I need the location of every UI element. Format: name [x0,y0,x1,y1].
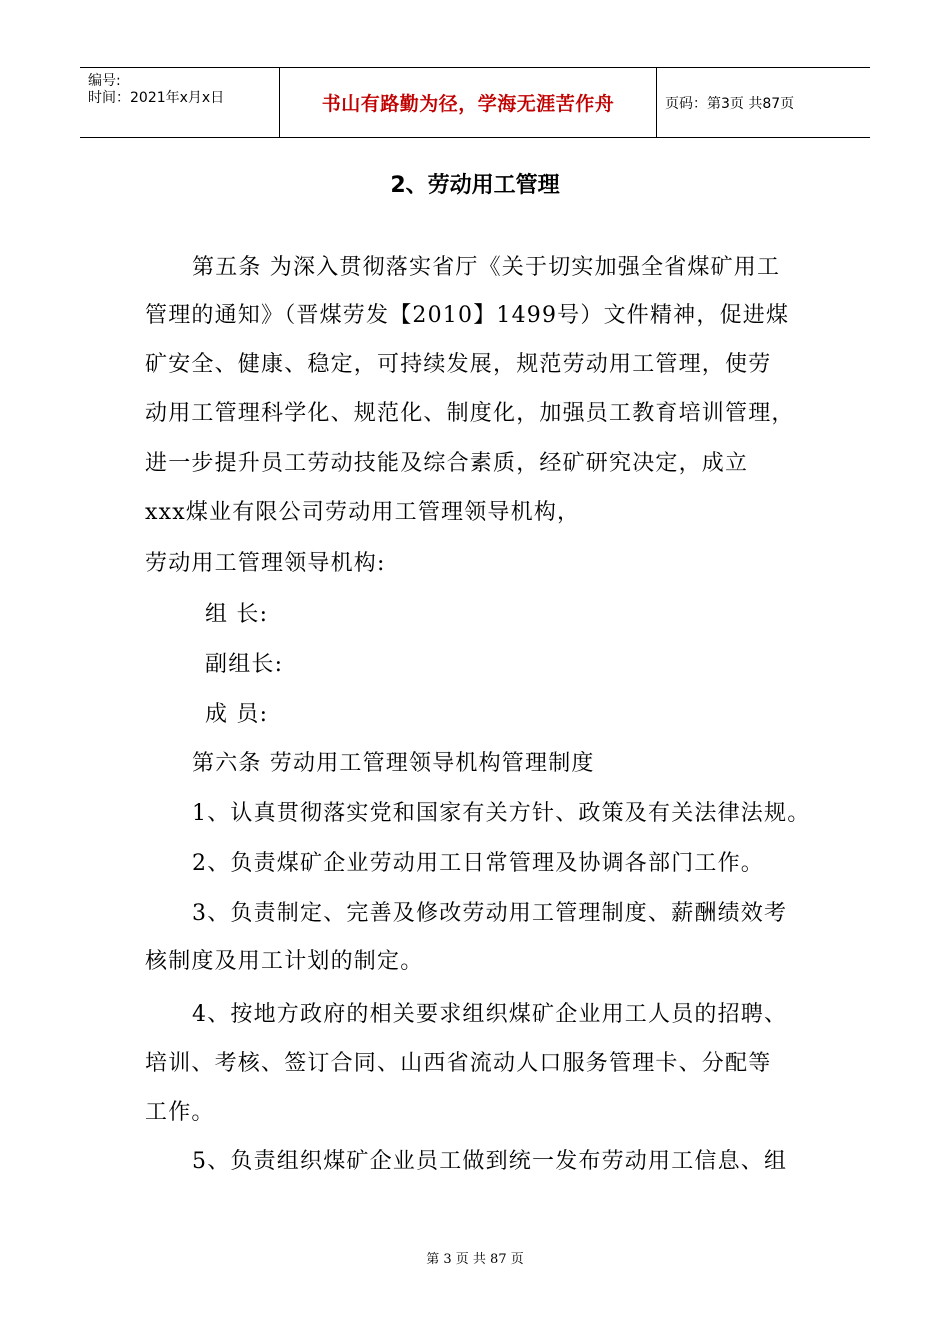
body-line: 组 长: [205,602,269,627]
header-motto: 书山有路勤为径，学海无涯苦作舟 [280,68,657,137]
body-line: 4、按地方政府的相关要求组织煤矿企业用工人员的招聘、 [192,1002,788,1027]
body-line: 矿安全、健康、稳定，可持续发展，规范劳动用工管理，使劳 [145,352,772,377]
body-line: 2、负责煤矿企业劳动用工日常管理及协调各部门工作。 [192,851,764,876]
body-line: 核制度及用工计划的制定。 [145,949,424,974]
body-line: 劳动用工管理领导机构: [145,551,386,576]
body-line: 动用工管理科学化、规范化、制度化，加强员工教育培训管理， [145,401,795,426]
body-line: 5、负责组织煤矿企业员工做到统一发布劳动用工信息、组 [192,1149,788,1174]
body-line: xxx煤业有限公司劳动用工管理领导机构， [145,500,581,525]
body-line: 工作。 [145,1100,215,1125]
body-line: 1、认真贯彻落实党和国家有关方针、政策及有关法律法规。 [192,801,811,826]
page-header [80,67,870,138]
body-line: 副组长: [205,652,284,677]
number-label: 编号: [88,73,121,89]
body-line: 第五条 为深入贯彻落实省厅《关于切实加强全省煤矿用工 [192,255,781,280]
body-line: 培训、考核、签订合同、山西省流动人口服务管理卡、分配等 [145,1051,772,1076]
body-line: 管理的通知》（晋煤劳发【2010】1499号）文件精神，促进煤 [145,303,790,328]
body-line: 3、负责制定、完善及修改劳动用工管理制度、薪酬绩效考 [192,901,788,926]
body-line: 成 员: [205,702,269,727]
page-footer: 第 3 页 共 87 页 [426,1252,524,1267]
header-meta [80,68,280,137]
header-page-info: 页码：第3页 共87页 [665,95,795,112]
date-label: 时间：2021年x月x日 [88,90,225,106]
body-line: 第六条 劳动用工管理领导机构管理制度 [192,751,595,776]
section-title: 2、劳动用工管理 [390,173,560,198]
body-line: 进一步提升员工劳动技能及综合素质，经矿研究决定，成立 [145,451,749,476]
